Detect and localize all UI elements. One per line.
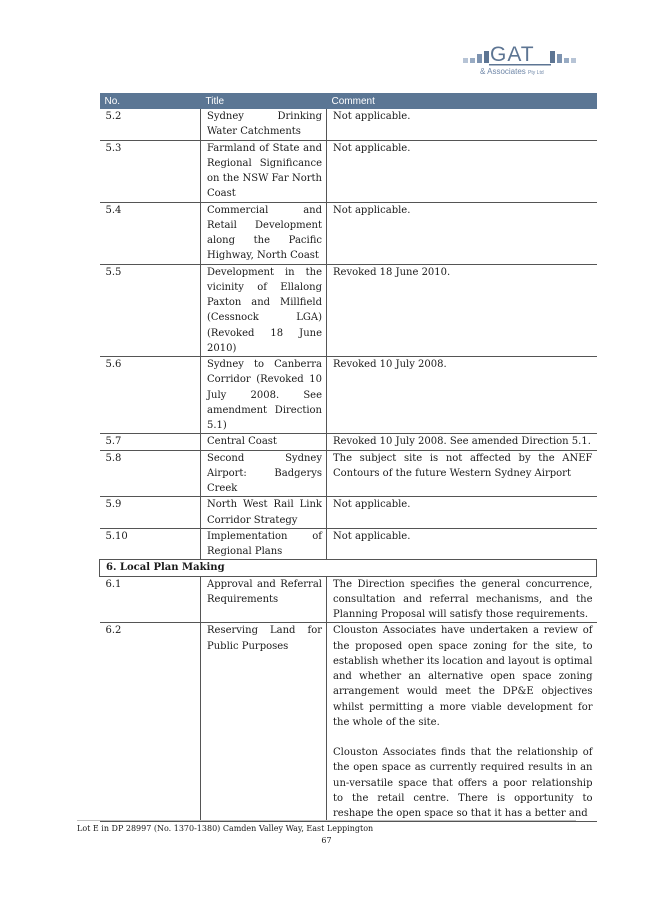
table-row [100,140,597,202]
row-title: Central Coast [201,434,327,450]
header-comment: Comment [327,93,597,109]
row-comment [327,623,597,822]
table-row [100,576,597,623]
comment-paragraph: Not applicable. [333,530,411,542]
comment-paragraph: The subject site is not affected by the ANEF Contours of the future Western Sydney Airport [333,452,593,479]
section-heading: 6. Local Plan Making [100,560,597,576]
row-title: Farmland of State and Regional Significance on the NSW Far North Coast [201,140,327,202]
row-number: 5.6 [100,357,201,434]
comment-paragraph: Not applicable. [333,111,411,122]
comment-paragraph: Not applicable. [333,499,411,511]
row-title: Sydney Drinking Water Catchments [201,109,327,140]
footer-address: Lot E in DP 28997 (No. 1370-1380) Camden Valley Way, East Leppington [77,824,374,833]
row-title: Implementation of Regional Plans [201,528,327,560]
row-number: 5.9 [100,497,201,529]
row-comment [327,528,597,560]
row-number: 5.5 [100,264,201,357]
table-row [100,434,597,450]
footer-divider [77,820,576,821]
directions-table [99,93,597,822]
row-title: Development in the vicinity of Ellalong Paxton and Millfield (Cessnock LGA) (Revoked 18 June 2010) [201,264,327,357]
comment-paragraph: Revoked 10 July 2008. [333,359,447,370]
comment-paragraph: Clouston Associates have undertaken a review of the proposed open space zoning for the site, to establish whether its location and layout is optimal and whether an alternative open space zoning arrangement would meet the DP&E objectives whilst permitting a more viable development for the whole of the site. [333,625,593,728]
table-header-row [100,93,597,109]
header-no: No. [100,93,201,109]
company-logo [463,44,578,80]
comment-paragraph: Revoked 10 July 2008. See amended Direction 5.1. [333,436,591,448]
comment-paragraph: The Direction specifies the general concurrence, consultation and referral mechanisms, and the Planning Proposal will satisfy those requirements. [333,578,593,620]
row-title: Reserving Land for Public Purposes [201,623,327,822]
row-number: 5.3 [100,140,201,202]
table-row [100,623,597,822]
row-comment [327,264,597,357]
table-row [100,528,597,560]
row-title: Second Sydney Airport: Badgerys Creek [201,450,327,497]
row-number: 5.10 [100,528,201,560]
row-comment [327,140,597,202]
row-number: 5.8 [100,450,201,497]
row-number: 5.7 [100,434,201,450]
row-comment [327,357,597,434]
row-number: 5.4 [100,202,201,264]
table-row [100,357,597,434]
table-row [100,109,597,140]
header-title: Title [201,93,327,109]
comment-paragraph: Not applicable. [333,204,411,216]
comment-paragraph: Clouston Associates finds that the relationship of the open space as currently required results in an un-versatile space that offers a poor relationship to the retail centre. There is opportunity to reshape the open space so that it has a better and [333,747,593,819]
row-comment [327,576,597,623]
row-title: North West Rail Link Corridor Strategy [201,497,327,529]
row-title: Approval and Referral Requirements [201,576,327,623]
row-number: 5.2 [100,109,201,140]
table-row [100,497,597,529]
table-row [100,264,597,357]
row-number: 6.2 [100,623,201,822]
row-comment [327,497,597,529]
logo-suffix: Pty Ltd [528,70,544,76]
row-comment [327,202,597,264]
row-comment [327,109,597,140]
comment-paragraph: Not applicable. [333,142,411,154]
row-number: 6.1 [100,576,201,623]
row-title: Commercial and Retail Development along the Pacific Highway, North Coast [201,202,327,264]
row-comment [327,434,597,450]
row-title: Sydney to Canberra Corridor (Revoked 10 July 2008. See amendment Direction 5.1) [201,357,327,434]
logo-subtitle: & Associates Pty Ltd [480,67,544,76]
table-row [100,450,597,497]
table-row [100,202,597,264]
comment-paragraph: Revoked 18 June 2010. [333,266,451,278]
row-comment [327,450,597,497]
page-number: 67 [321,836,332,845]
logo-name: GAT [490,43,535,66]
section-row [100,560,597,576]
